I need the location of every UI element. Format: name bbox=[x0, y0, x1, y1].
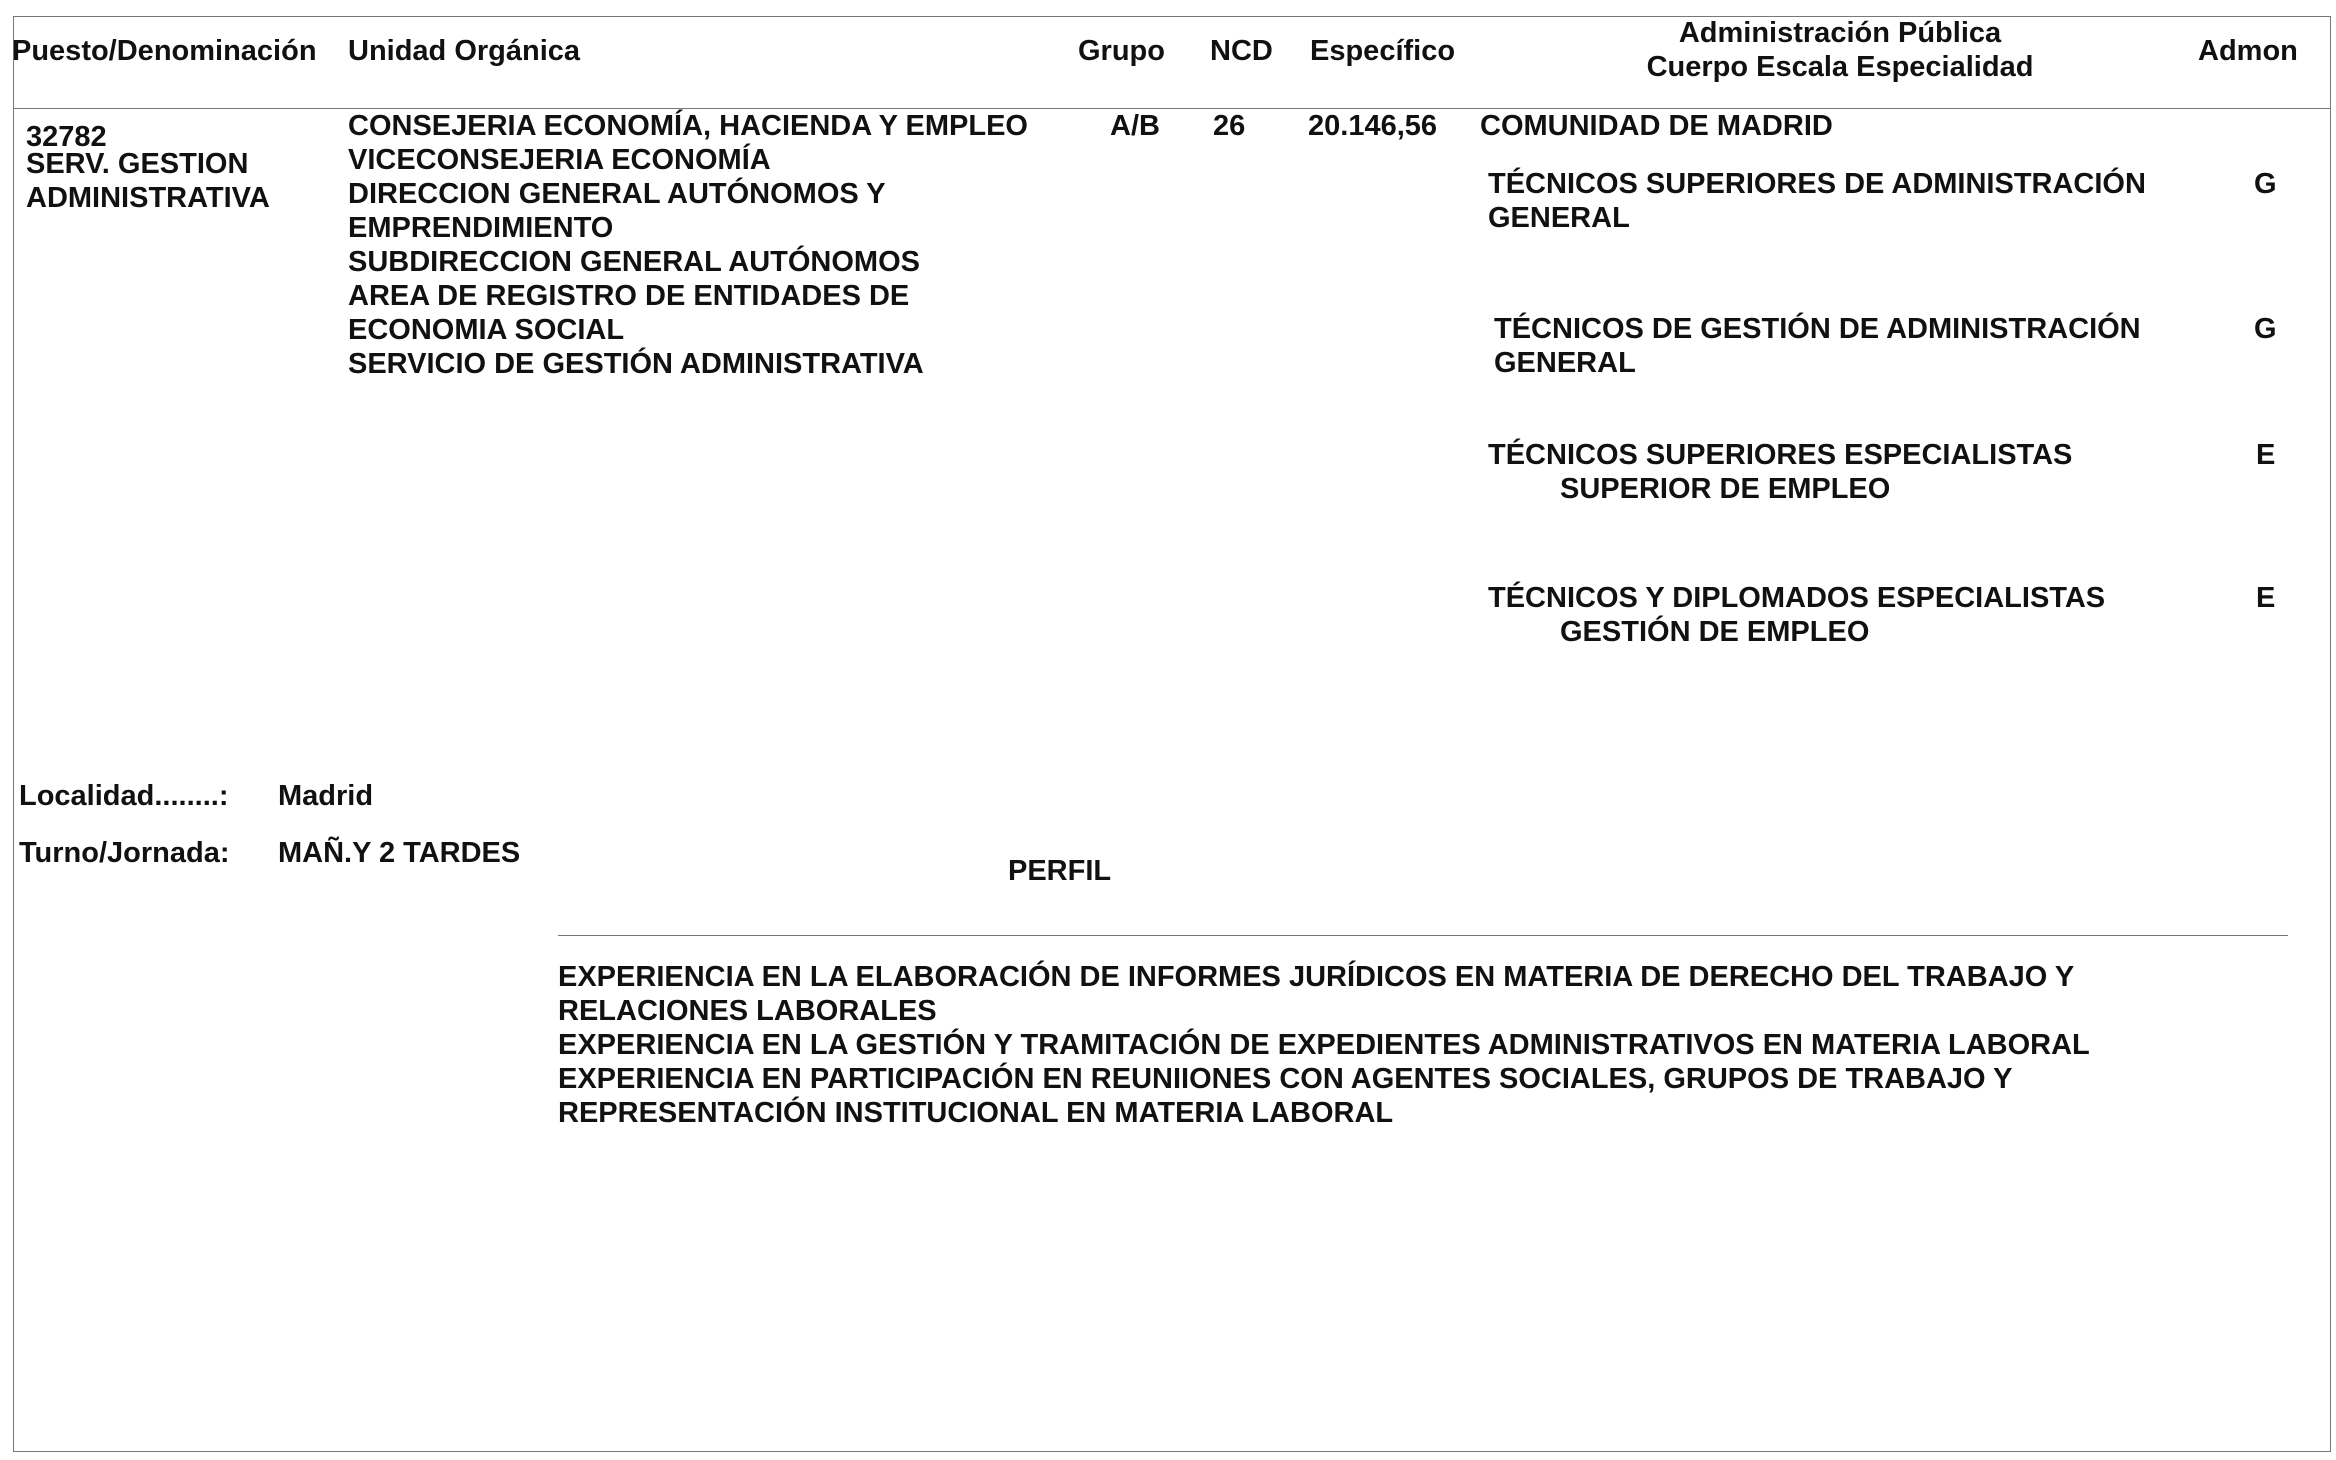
header-admin-line1: Administración Pública bbox=[1678, 17, 2002, 49]
perfil-line-2: RELACIONES LABORALES bbox=[558, 995, 937, 1027]
cuerpo-2-line1: TÉCNICOS DE GESTIÓN DE ADMINISTRACIÓN bbox=[1494, 313, 2141, 345]
turno-label: Turno/Jornada: bbox=[19, 837, 230, 869]
ncd-value: 26 bbox=[1213, 110, 1246, 142]
localidad-value: Madrid bbox=[278, 780, 374, 812]
cuerpo-1-admon: G bbox=[2254, 168, 2277, 200]
unidad-line-6: AREA DE REGISTRO DE ENTIDADES DE bbox=[348, 280, 910, 312]
perfil-title: PERFIL bbox=[1008, 855, 1112, 887]
turno-value: MAÑ.Y 2 TARDES bbox=[278, 837, 521, 869]
header-puesto: Puesto/Denominación bbox=[12, 35, 317, 67]
unidad-line-8: SERVICIO DE GESTIÓN ADMINISTRATIVA bbox=[348, 348, 924, 380]
puesto-codigo: 32782 bbox=[26, 121, 107, 153]
cuerpo-4-line1: TÉCNICOS Y DIPLOMADOS ESPECIALISTAS bbox=[1488, 582, 2106, 614]
perfil-line-5: REPRESENTACIÓN INSTITUCIONAL EN MATERIA LABORAL bbox=[558, 1097, 1394, 1129]
unidad-line-5: SUBDIRECCION GENERAL AUTÓNOMOS bbox=[348, 246, 920, 278]
cuerpo-4-line2: GESTIÓN DE EMPLEO bbox=[1560, 616, 1870, 648]
perfil-line-4: EXPERIENCIA EN PARTICIPACIÓN EN REUNIIONES CON AGENTES SOCIALES, GRUPOS DE TRABAJO Y bbox=[558, 1063, 2013, 1095]
localidad-label: Localidad........: bbox=[19, 780, 229, 812]
cuerpo-3-line1: TÉCNICOS SUPERIORES ESPECIALISTAS bbox=[1488, 439, 2073, 471]
cuerpo-3-line2: SUPERIOR DE EMPLEO bbox=[1560, 473, 1891, 505]
puesto-denominacion-1: SERV. GESTION bbox=[26, 148, 249, 180]
especifico-value: 20.146,56 bbox=[1308, 110, 1438, 142]
unidad-line-4: EMPRENDIMIENTO bbox=[348, 212, 614, 244]
cuerpo-2-admon: G bbox=[2254, 313, 2277, 345]
unidad-line-2: VICECONSEJERIA ECONOMÍA bbox=[348, 144, 771, 176]
unidad-line-3: DIRECCION GENERAL AUTÓNOMOS Y bbox=[348, 178, 886, 210]
administracion-value: COMUNIDAD DE MADRID bbox=[1480, 110, 1833, 142]
perfil-line-1: EXPERIENCIA EN LA ELABORACIÓN DE INFORMES JURÍDICOS EN MATERIA DE DERECHO DEL TRABAJO Y bbox=[558, 961, 2075, 993]
perfil-divider bbox=[558, 935, 2288, 936]
cuerpo-1-line2: GENERAL bbox=[1488, 202, 1630, 234]
perfil-line-3: EXPERIENCIA EN LA GESTIÓN Y TRAMITACIÓN DE EXPEDIENTES ADMINISTRATIVOS EN MATERIA LABORAL bbox=[558, 1029, 2090, 1061]
header-unidad: Unidad Orgánica bbox=[348, 35, 581, 67]
cuerpo-3-admon: E bbox=[2256, 439, 2276, 471]
header-ncd: NCD bbox=[1210, 35, 1273, 67]
puesto-denominacion-2: ADMINISTRATIVA bbox=[26, 182, 270, 214]
header-admon: Admon bbox=[2198, 35, 2298, 67]
grupo-value: A/B bbox=[1110, 110, 1160, 142]
header-admin-line2: Cuerpo Escala Especialidad bbox=[1646, 51, 2034, 83]
cuerpo-4-admon: E bbox=[2256, 582, 2276, 614]
header-grupo: Grupo bbox=[1078, 35, 1165, 67]
header-especifico: Específico bbox=[1310, 35, 1456, 67]
unidad-line-7: ECONOMIA SOCIAL bbox=[348, 314, 625, 346]
unidad-line-1: CONSEJERIA ECONOMÍA, HACIENDA Y EMPLEO bbox=[348, 110, 1028, 142]
cuerpo-1-line1: TÉCNICOS SUPERIORES DE ADMINISTRACIÓN bbox=[1488, 168, 2146, 200]
cuerpo-2-line2: GENERAL bbox=[1494, 347, 1636, 379]
